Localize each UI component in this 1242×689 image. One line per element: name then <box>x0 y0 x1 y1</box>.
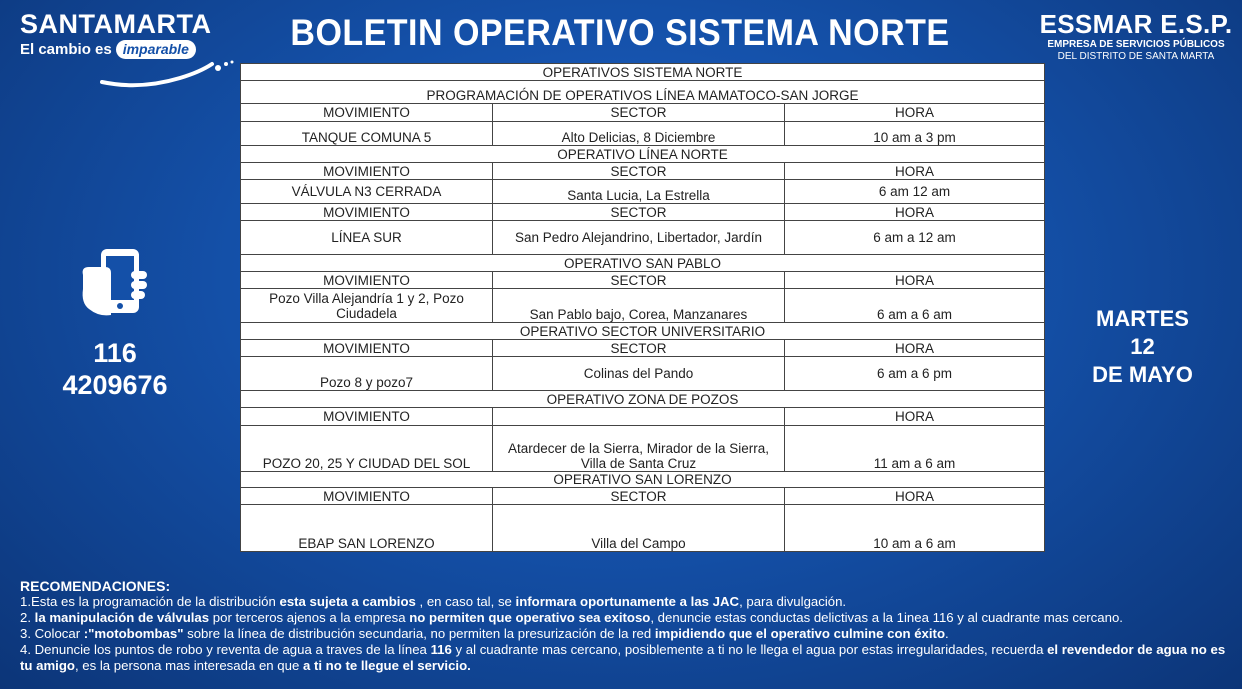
tagline-prefix: El cambio es <box>20 41 112 58</box>
recommendation-4 <box>20 642 1230 674</box>
table-row <box>241 122 1045 146</box>
reco-text: , para divulgación. <box>739 594 847 609</box>
header-hora: HORA <box>785 163 1045 180</box>
recommendation-3 <box>20 626 1230 642</box>
date-panel <box>1080 305 1205 389</box>
cell-hora: 6 am a 6 pm <box>785 357 1045 391</box>
date-month: DE MAYO <box>1092 362 1193 387</box>
table-row <box>241 180 1045 204</box>
reco-text: , en caso tal, se <box>415 594 516 609</box>
cell-hora: 6 am 12 am <box>785 180 1045 204</box>
essmar-logo <box>1036 10 1236 63</box>
cell-hora: 10 am a 6 am <box>785 505 1045 552</box>
reco-bold: la manipulación de válvulas <box>34 610 210 625</box>
section-title: OPERATIVO SECTOR UNIVERSITARIO <box>241 323 1045 340</box>
recommendations <box>20 578 1230 674</box>
section-title: PROGRAMACIÓN DE OPERATIVOS LÍNEA MAMATOCO-SAN JORGE <box>241 81 1045 104</box>
reco-bold: :"motobombas" <box>83 626 184 641</box>
cell-sector: San Pedro Alejandrino, Libertador, Jardín <box>493 221 785 255</box>
cell-hora: 10 am a 3 pm <box>785 122 1045 146</box>
table-main-title: OPERATIVOS SISTEMA NORTE <box>241 64 1045 81</box>
header-hora: HORA <box>785 272 1045 289</box>
section-title: OPERATIVO SAN PABLO <box>241 255 1045 272</box>
cell-sector: Santa Lucia, La Estrella <box>493 180 785 204</box>
reco-bold: 116 <box>430 642 452 657</box>
reco-text: , denuncie estas conductas delictivas a la 1inea 116 y al cuadrante mas cercano. <box>650 610 1123 625</box>
phone-in-hand-icon <box>79 245 151 319</box>
cell-movimiento: VÁLVULA N3 CERRADA <box>241 180 493 204</box>
cell-sector: Alto Delicias, 8 Diciembre <box>493 122 785 146</box>
operations-table <box>240 63 1045 552</box>
header-movimiento: MOVIMIENTO <box>241 408 493 426</box>
reco-bold: esta sujeta a cambios <box>279 594 416 609</box>
cell-movimiento: LÍNEA SUR <box>241 221 493 255</box>
header-sector: SECTOR <box>493 204 785 221</box>
header-movimiento: MOVIMIENTO <box>241 104 493 122</box>
header-movimiento: MOVIMIENTO <box>241 204 493 221</box>
header-hora: HORA <box>785 204 1045 221</box>
cell-sector: Villa del Campo <box>493 505 785 552</box>
reco-text: 1.Esta es la programación de la distribución <box>20 594 280 609</box>
reco-text: 3. Colocar <box>20 626 84 641</box>
header-sector: SECTOR <box>493 104 785 122</box>
reco-bold: el revendedor de agua no es tu amigo <box>20 642 1226 673</box>
table-row <box>241 357 1045 391</box>
header-sector: SECTOR <box>493 488 785 505</box>
table-row <box>241 289 1045 323</box>
section-title: OPERATIVO ZONA DE POZOS <box>241 391 1045 408</box>
header-hora: HORA <box>785 408 1045 426</box>
date-day: 12 <box>1130 334 1155 359</box>
reco-text: y al cuadrante mas cercano, posiblemente a ti no le llega el agua por estas irregularidades, recuerda <box>451 642 1048 657</box>
section-title: OPERATIVO SAN LORENZO <box>241 472 1045 488</box>
cell-hora: 6 am a 12 am <box>785 221 1045 255</box>
header-movimiento: MOVIMIENTO <box>241 340 493 357</box>
header-hora: HORA <box>785 104 1045 122</box>
date-weekday: MARTES <box>1096 306 1189 331</box>
table-row <box>241 505 1045 552</box>
reco-text: . <box>945 626 949 641</box>
header-movimiento: MOVIMIENTO <box>241 272 493 289</box>
header-sector: SECTOR <box>493 163 785 180</box>
header-sector: SECTOR <box>493 272 785 289</box>
reco-text: 4. Denuncie los puntos de robo y reventa de agua a traves de la línea <box>20 642 431 657</box>
reco-bold: impidiendo que el operativo culmine con éxito <box>654 626 945 641</box>
essmar-subtitle-2: DEL DISTRITO DE SANTA MARTA <box>1057 51 1215 62</box>
cell-sector: Atardecer de la Sierra, Mirador de la Sierra, Villa de Santa Cruz <box>493 426 785 472</box>
cell-hora: 11 am a 6 am <box>785 426 1045 472</box>
section-title: OPERATIVO LÍNEA NORTE <box>241 146 1045 163</box>
essmar-brand: ESSMAR E.S.P. <box>1039 9 1233 39</box>
wave-swoosh-icon <box>100 60 240 90</box>
page-title: BOLETIN OPERATIVO SISTEMA NORTE <box>290 12 950 53</box>
cell-movimiento: Pozo 8 y pozo7 <box>241 357 493 391</box>
cell-sector: Colinas del Pando <box>493 357 785 391</box>
table-row <box>241 221 1045 255</box>
header-hora: HORA <box>785 488 1045 505</box>
cell-sector: San Pablo bajo, Corea, Manzanares <box>493 289 785 323</box>
header-movimiento: MOVIMIENTO <box>241 488 493 505</box>
recommendations-heading: RECOMENDACIONES: <box>20 578 171 594</box>
reco-text: sobre la línea de distribución secundaria, no permiten la presurización de la red <box>183 626 655 641</box>
header-sector-empty <box>493 408 785 426</box>
reco-bold: a ti no te llegue el servicio. <box>302 658 471 673</box>
cell-movimiento: Pozo Villa Alejandría 1 y 2, Pozo Ciudadela <box>241 289 493 323</box>
reco-text: por terceros ajenos a la empresa <box>209 610 410 625</box>
reco-text: 2. <box>20 610 35 625</box>
contact-line-2: 4209676 <box>62 370 168 400</box>
reco-bold: no permiten que operativo sea exitoso <box>409 610 651 625</box>
santamarta-tagline <box>20 40 230 59</box>
essmar-subtitle-1: EMPRESA DE SERVICIOS PÚBLICOS <box>1047 39 1225 50</box>
table-row <box>241 426 1045 472</box>
contact-line-1: 116 <box>93 338 137 368</box>
header-sector: SECTOR <box>493 340 785 357</box>
cell-movimiento: TANQUE COMUNA 5 <box>241 122 493 146</box>
contact-panel <box>40 245 190 401</box>
recommendation-1 <box>20 594 1230 610</box>
reco-bold: informara oportunamente a las JAC <box>515 594 740 609</box>
reco-text: , es la persona mas interesada en que <box>74 658 303 673</box>
santamarta-brand: SANTAMARTA <box>20 9 212 39</box>
header-hora: HORA <box>785 340 1045 357</box>
header-movimiento: MOVIMIENTO <box>241 163 493 180</box>
cell-movimiento: EBAP SAN LORENZO <box>241 505 493 552</box>
tagline-pill: imparable <box>116 40 196 59</box>
recommendation-2 <box>20 610 1230 626</box>
cell-movimiento: POZO 20, 25 Y CIUDAD DEL SOL <box>241 426 493 472</box>
santamarta-logo <box>20 10 230 90</box>
cell-hora: 6 am a 6 am <box>785 289 1045 323</box>
